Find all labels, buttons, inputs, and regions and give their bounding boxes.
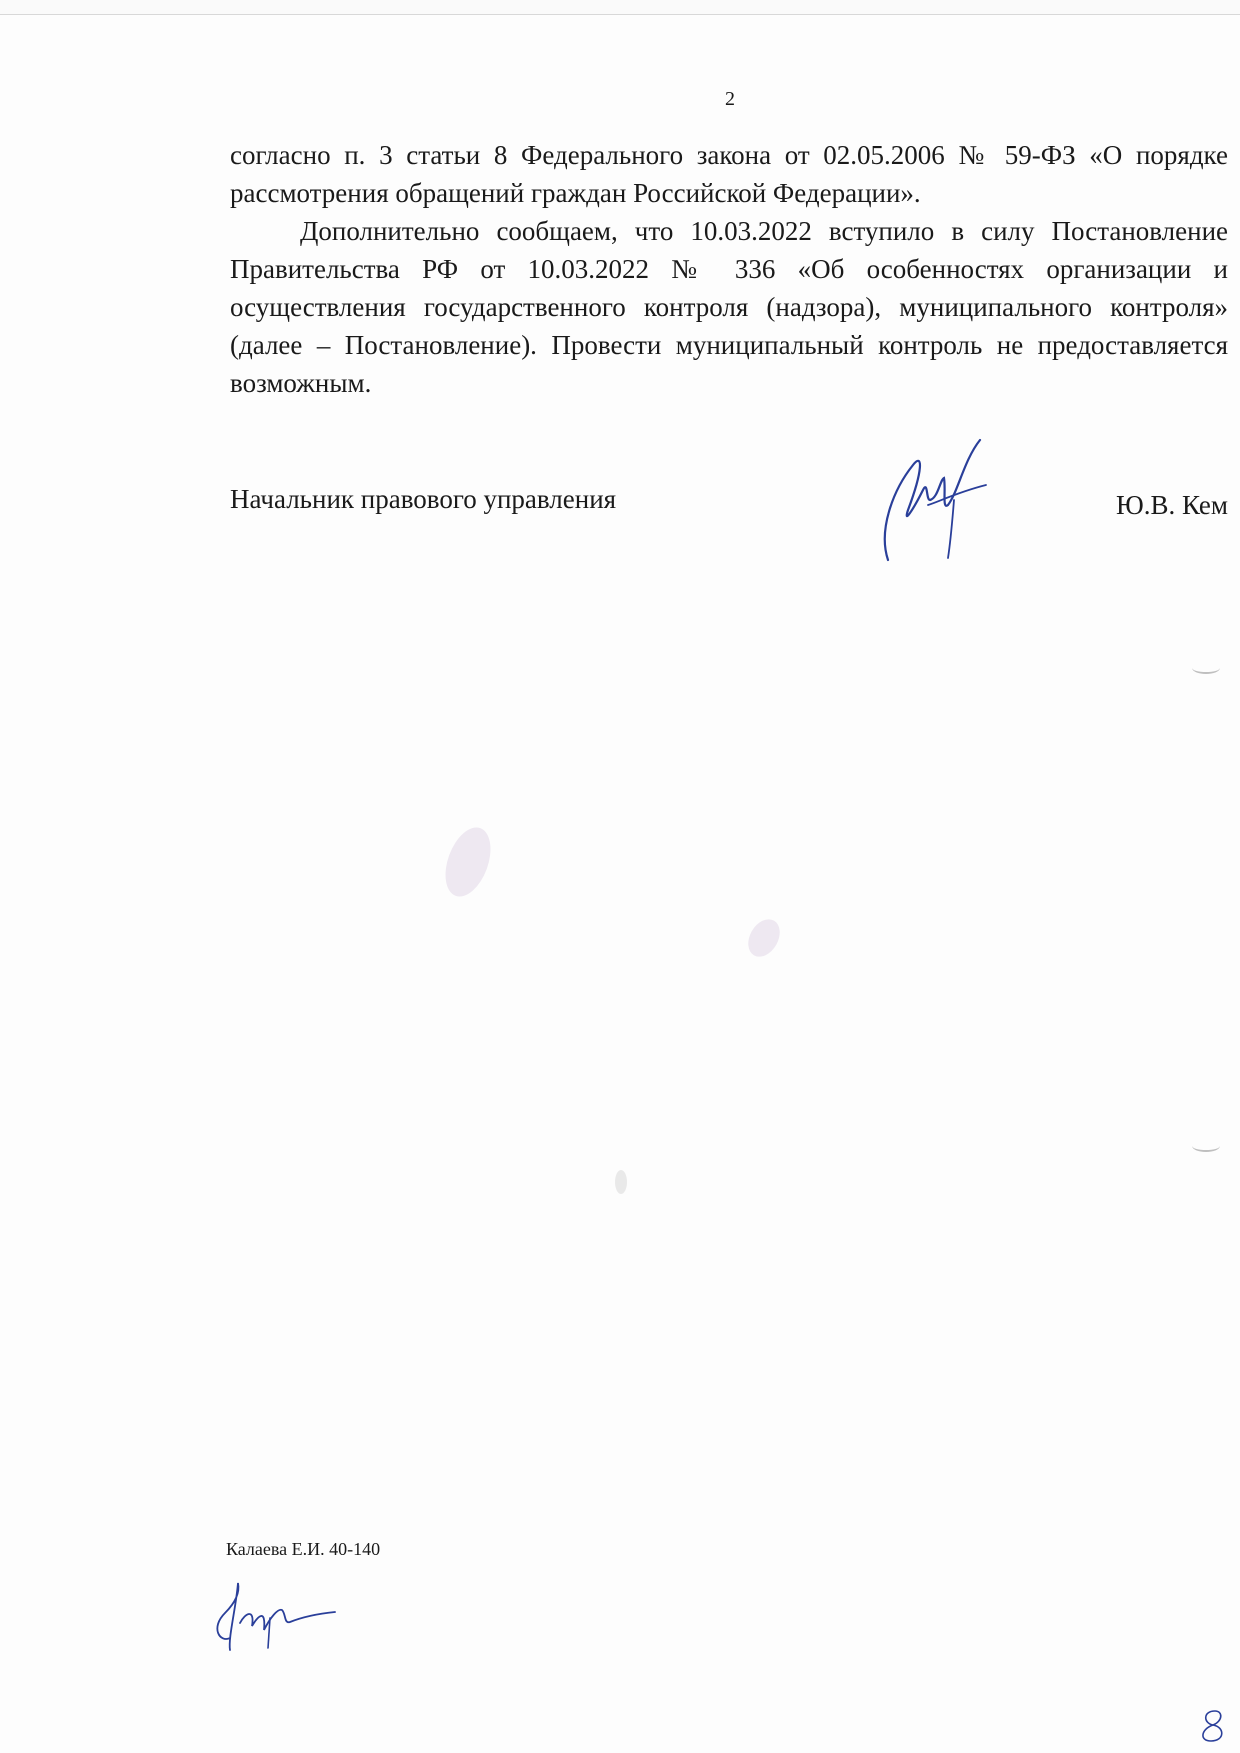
executor-contact: Калаева Е.И. 40-140 <box>226 1539 381 1559</box>
signatory-name: Ю.В. Кем <box>1115 490 1228 520</box>
handwritten-signature <box>868 430 988 580</box>
scan-smudge <box>437 821 499 902</box>
paragraph-continuation: согласно п. 3 статьи 8 Федерального закона от 02.05.2006 № 59-ФЗ «О порядке рассмотрения обращений граждан Российской Федерации». <box>230 140 1228 208</box>
letter-body <box>230 136 1228 402</box>
executor-initials-signature <box>200 1568 350 1658</box>
paragraph-additional-info: Дополнительно сообщаем, что 10.03.2022 вступило в силу Постановление Правительства РФ от 10.03.2022 № 336 «Об особенностях организации и осуществления государственного контроля (надзора), муниципального контроля» (далее – Постановление). Провести муниципальный контроль не предоставляется возможным. <box>230 216 1228 398</box>
handwritten-page-mark <box>1195 1705 1231 1745</box>
scan-smudge <box>615 1170 627 1194</box>
page-number: 2 <box>725 88 735 110</box>
scan-mark <box>1192 662 1220 674</box>
scan-top-edge <box>0 0 1240 15</box>
scan-smudge <box>742 914 786 963</box>
signatory-title: Начальник правового управления <box>230 484 617 514</box>
scan-mark <box>1192 1140 1220 1152</box>
